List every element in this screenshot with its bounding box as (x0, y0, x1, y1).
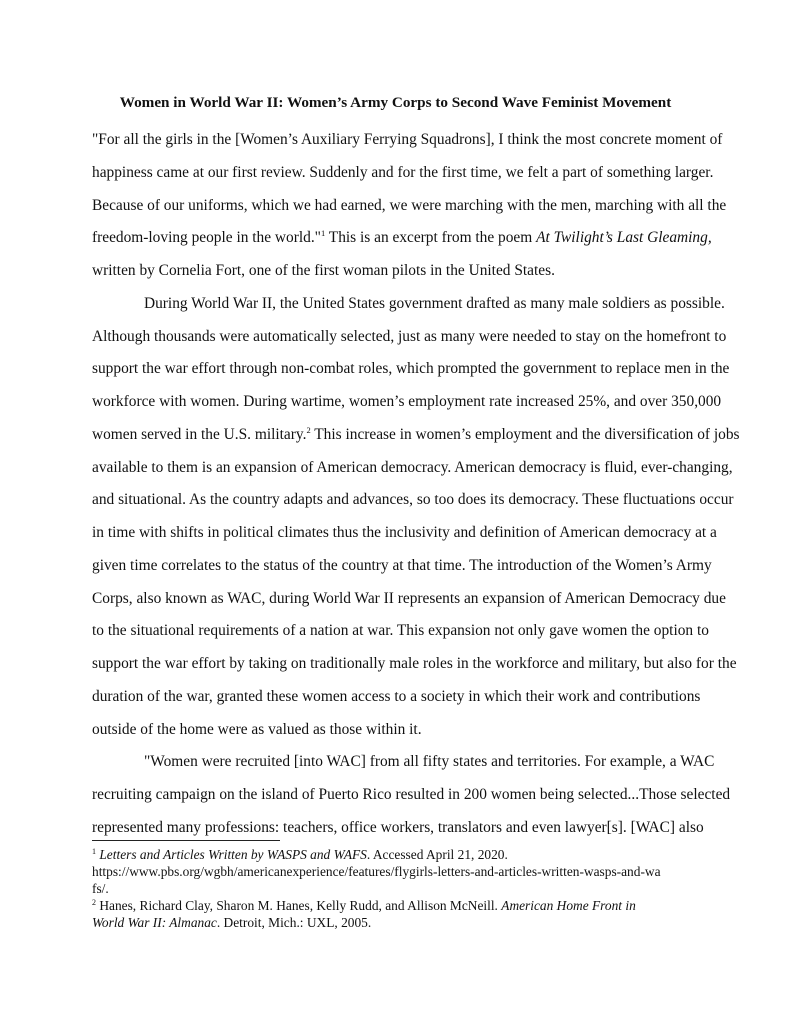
body-line: "For all the girls in the [Women’s Auxiliary Ferrying Squadrons], I think the most concrete moment of (92, 131, 723, 148)
body-text-span: freedom-loving people in the world." (92, 229, 321, 247)
body-line (92, 424, 740, 457)
body-line: outside of the home were as valued as those within it. (92, 720, 422, 738)
body-line: Because of our uniforms, which we had earned, we were marching with the men, marching with all the (92, 196, 727, 214)
body-line: Corps, also known as WAC, during World War II represents an expansion of American Democracy due (92, 589, 726, 607)
body-text-span: This is an excerpt from the poem (325, 229, 537, 247)
body-line: support the war effort through non-combat roles, which prompted the government to replace men in the (92, 360, 730, 378)
body-line: and situational. As the country adapts and advances, so too does its democracy. These fluctuations occur (92, 491, 734, 509)
body-line: given time correlates to the status of the country at that time. The introduction of the Women’s Army (92, 556, 712, 574)
body-text-span: women served in the U.S. military. (92, 425, 307, 443)
footnote-text: Hanes, Richard Clay, Sharon M. Hanes, Kelly Rudd, and Allison McNeill. (96, 898, 502, 913)
footnote-ref-1[interactable]: 1 (320, 228, 326, 239)
footnote-2 (92, 897, 712, 914)
body-line: recruiting campaign on the island of Puerto Rico resulted in 200 women being selected...Those selected (92, 786, 731, 803)
footnote-url[interactable]: https://www.pbs.org/wgbh/americanexperience/features/flygirls-letters-and-articles-written-wasps-and-wa (92, 864, 661, 879)
body-line: happiness came at our first review. Suddenly and for the first time, we felt a part of something larger. (92, 163, 714, 181)
footnote-1 (92, 846, 712, 863)
footnote-separator (92, 840, 280, 841)
body-line: "Women were recruited [into WAC] from all fifty states and territories. For example, a WAC (144, 753, 715, 771)
body-line (92, 227, 712, 260)
footnote-text: . Detroit, Mich.: UXL, 2005. (216, 915, 372, 930)
footnote-source-title: American Home Front in (501, 898, 636, 913)
body-line: written by Cornelia Fort, one of the first woman pilots in the United States. (92, 262, 555, 279)
body-line: duration of the war, granted these women access to a society in which their work and contributions (92, 687, 701, 705)
poem-title: At Twilight’s Last Gleaming, (536, 229, 712, 247)
body-line: represented many professions: teachers, office workers, translators and even lawyer[s]. [WAC] also (92, 818, 704, 836)
body-line: Although thousands were automatically selected, just as many were needed to stay on the homefront to (92, 327, 727, 345)
footnotes (92, 846, 712, 931)
footnote-ref-2[interactable]: 2 (306, 424, 311, 435)
footnote-source-title: World War II: Almanac (92, 915, 217, 930)
footnote-text: . Accessed April 21, 2020. (366, 847, 508, 862)
body-line: During World War II, the United States government drafted as many male soldiers as possible. (144, 294, 725, 312)
footnote-2-continued (92, 914, 712, 931)
body-line: workforce with women. During wartime, women’s employment rate increased 25%, and over 350,000 (92, 393, 722, 410)
footnote-number: 2 (92, 898, 96, 907)
body-text (92, 129, 740, 850)
body-line: in time with shifts in political climates thus the inclusivity and definition of American democracy at a (92, 524, 717, 541)
footnote-source-title: Letters and Articles Written by WASPS and WAFS (99, 847, 367, 862)
footnote-number: 1 (92, 847, 96, 856)
body-line: support the war effort by taking on traditionally male roles in the workforce and military, but also for the (92, 655, 737, 672)
body-text-span: This increase in women’s employment and the diversification of jobs (310, 425, 740, 443)
document-title: Women in World War II: Women’s Army Corps to Second Wave Feminist Movement (119, 94, 672, 111)
footnote-url-continued[interactable]: fs/. (92, 881, 109, 896)
body-line: available to them is an expansion of American democracy. American democracy is fluid, ever-changing, (92, 458, 733, 476)
body-line: to the situational requirements of a nation at war. This expansion not only gave women the option to (92, 622, 709, 640)
